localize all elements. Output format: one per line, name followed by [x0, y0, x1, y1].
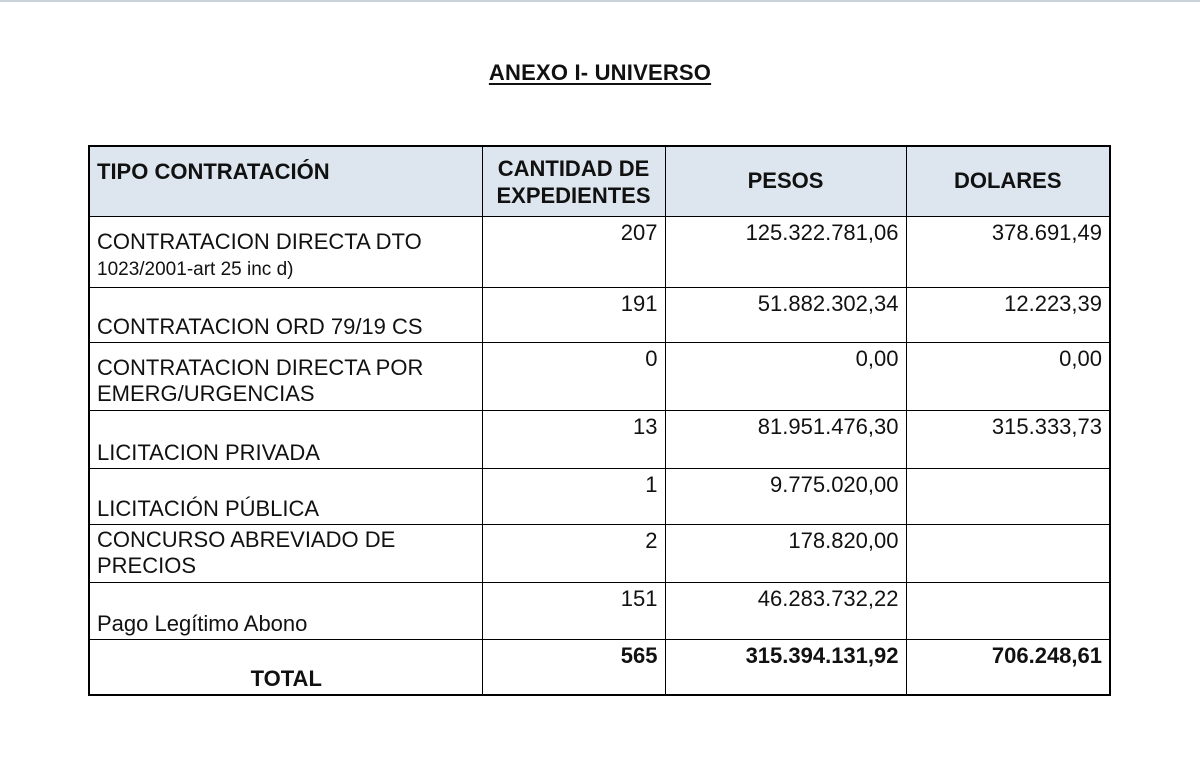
- table-row: [89, 468, 1110, 524]
- row-tipo: [89, 342, 482, 410]
- total-label: TOTAL: [89, 639, 482, 695]
- row-cantidad: 191: [482, 287, 665, 342]
- row-tipo-line1: CONTRATACION DIRECTA DTO: [97, 228, 422, 254]
- table-total-row: [89, 639, 1110, 695]
- row-dolares: 0,00: [906, 342, 1110, 410]
- row-tipo: Pago Legítimo Abono: [89, 582, 482, 639]
- total-cantidad: 565: [482, 639, 665, 695]
- row-tipo-line2: EMERG/URGENCIAS: [97, 380, 315, 406]
- row-cantidad: 2: [482, 524, 665, 582]
- row-tipo: CONTRATACION ORD 79/19 CS: [89, 287, 482, 342]
- document-title: ANEXO I- UNIVERSO: [488, 60, 712, 85]
- row-cantidad: 151: [482, 582, 665, 639]
- row-dolares: [906, 524, 1110, 582]
- row-pesos: 178.820,00: [665, 524, 906, 582]
- universe-table: [88, 145, 1111, 696]
- row-pesos: 9.775.020,00: [665, 468, 906, 524]
- header-dolares: DOLARES: [906, 146, 1110, 216]
- row-cantidad: 13: [482, 410, 665, 468]
- row-tipo-line2: 1023/2001-art 25 inc d): [97, 258, 294, 280]
- row-tipo: LICITACION PRIVADA: [89, 410, 482, 468]
- row-dolares: [906, 468, 1110, 524]
- table-row: [89, 216, 1110, 287]
- table-row: [89, 524, 1110, 582]
- row-tipo-line2: PRECIOS: [97, 552, 197, 578]
- total-pesos: 315.394.131,92: [665, 639, 906, 695]
- row-dolares: [906, 582, 1110, 639]
- top-divider: [0, 0, 1200, 2]
- row-tipo: [89, 524, 482, 582]
- row-cantidad: 207: [482, 216, 665, 287]
- row-tipo-line1: CONTRATACION DIRECTA POR: [97, 354, 424, 380]
- row-tipo-line1: CONCURSO ABREVIADO DE: [97, 526, 396, 552]
- row-dolares: 12.223,39: [906, 287, 1110, 342]
- row-pesos: 0,00: [665, 342, 906, 410]
- row-cantidad: 1: [482, 468, 665, 524]
- row-pesos: 81.951.476,30: [665, 410, 906, 468]
- table-row: [89, 287, 1110, 342]
- row-tipo: [89, 216, 482, 287]
- total-dolares: 706.248,61: [906, 639, 1110, 695]
- header-cantidad-line1: CANTIDAD DE: [497, 156, 650, 182]
- table-row: [89, 582, 1110, 639]
- header-tipo-contratacion: TIPO CONTRATACIÓN: [89, 146, 482, 216]
- row-pesos: 46.283.732,22: [665, 582, 906, 639]
- header-cantidad-expedientes: [482, 146, 665, 216]
- table-row: [89, 342, 1110, 410]
- row-pesos: 51.882.302,34: [665, 287, 906, 342]
- header-pesos: PESOS: [665, 146, 906, 216]
- header-cantidad-line2: EXPEDIENTES: [496, 183, 651, 209]
- table-header-row: [89, 146, 1110, 216]
- row-dolares: 378.691,49: [906, 216, 1110, 287]
- row-cantidad: 0: [482, 342, 665, 410]
- row-pesos: 125.322.781,06: [665, 216, 906, 287]
- row-dolares: 315.333,73: [906, 410, 1110, 468]
- row-tipo: LICITACIÓN PÚBLICA: [89, 468, 482, 524]
- table-row: [89, 410, 1110, 468]
